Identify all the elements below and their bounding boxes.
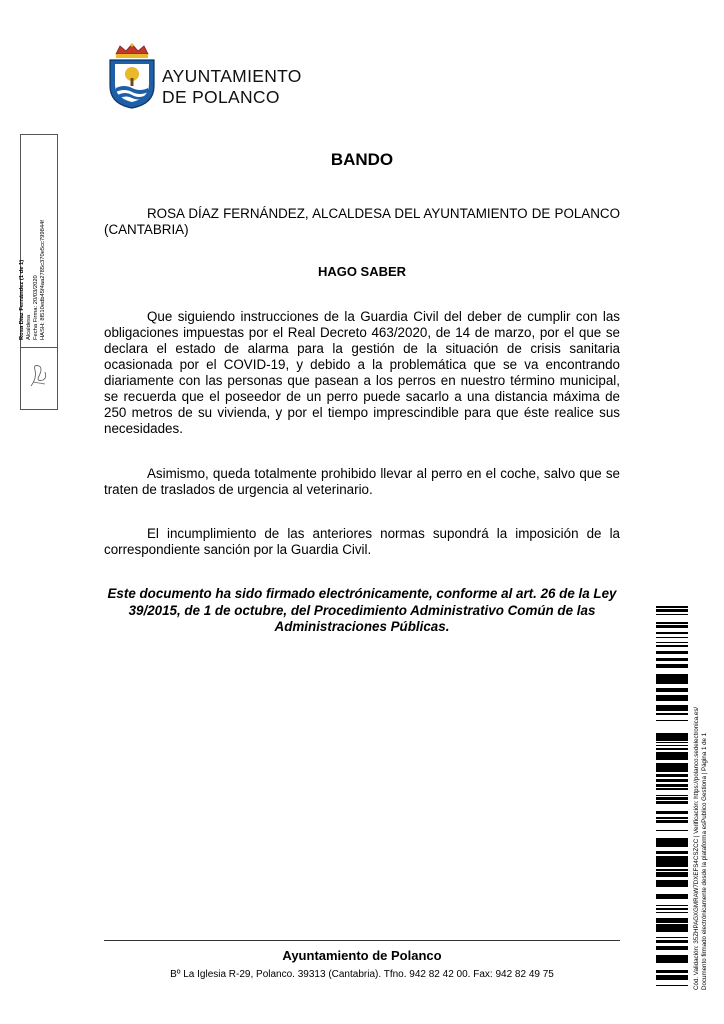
barcode-stripe bbox=[656, 802, 688, 803]
intro-paragraph: ROSA DÍAZ FERNÁNDEZ, ALCALDESA DEL AYUNTAMIENTO DE POLANCO (CANTABRIA) bbox=[104, 206, 620, 237]
barcode-stripe bbox=[656, 817, 688, 819]
barcode-stripe bbox=[656, 863, 688, 864]
verification-line-2: Documento firmado electrónicamente desde la plataforma esPublico Gestiona | Página 1 de 1 bbox=[701, 732, 708, 990]
barcode-stripe bbox=[656, 758, 688, 760]
barcode-stripe bbox=[656, 830, 688, 831]
barcode-stripe bbox=[656, 696, 688, 698]
barcode-stripe bbox=[656, 642, 688, 643]
barcode-stripe bbox=[656, 720, 688, 721]
barcode-stripe bbox=[656, 688, 688, 691]
barcode-stripe bbox=[656, 845, 688, 847]
signer-name: Rosa Díaz Fernández (1 de 1) bbox=[19, 259, 25, 340]
document-title: BANDO bbox=[330, 150, 394, 169]
paragraph-1: Que siguiendo instrucciones de la Guardia Civil del deber de cumplir con las obligaciones impuestas por el Real Decreto 463/2020, de 14 de marzo, por el que se declara el estado de alarma para la gestión de la situación de crisis sanitaria ocasionada por el COVID-19, y debido a la problemática que se va encontrando diariamente con las personas que pasean a los perros en nuestro término municipal, se recuerda que el poseedor de un perro puede sacarlo a una distancia máxima de 250 metros de su vivienda, y por el tiempo imprescindible para que éste realice sus necesidades. bbox=[104, 309, 620, 436]
barcode-stripe bbox=[656, 882, 688, 885]
signature-hash: HASH: 8f510edb45f4aa2785c370e5cc799844f bbox=[40, 220, 46, 340]
barcode-stripe bbox=[656, 738, 688, 741]
org-name-line1: AYUNTAMIENTO bbox=[162, 66, 302, 86]
barcode-stripe bbox=[656, 705, 688, 708]
barcode-stripe bbox=[656, 736, 688, 738]
barcode-stripe bbox=[656, 625, 688, 628]
barcode-stripe bbox=[656, 940, 688, 943]
barcode-stripe bbox=[656, 752, 688, 753]
barcode-stripe bbox=[656, 795, 688, 796]
coat-of-arms-logo bbox=[106, 42, 158, 110]
barcode-stripe bbox=[656, 779, 688, 782]
handwritten-signature-icon bbox=[27, 360, 51, 390]
barcode-stripe bbox=[656, 774, 688, 777]
barcode-stripe bbox=[656, 675, 688, 678]
barcode-stripe bbox=[656, 894, 688, 896]
barcode-stripe bbox=[656, 748, 688, 750]
barcode-stripe bbox=[656, 609, 688, 611]
barcode-stripe bbox=[656, 614, 688, 615]
hago-saber-heading: HAGO SABER bbox=[317, 264, 407, 279]
signature-divider bbox=[21, 347, 57, 348]
barcode-stripe bbox=[656, 905, 688, 906]
organization-name bbox=[162, 66, 302, 108]
barcode-stripe bbox=[656, 924, 688, 927]
barcode-stripe bbox=[656, 708, 688, 710]
verification-barcode bbox=[656, 606, 688, 988]
barcode-stripe bbox=[656, 842, 688, 845]
barcode-stripe bbox=[656, 664, 688, 666]
barcode-stripe bbox=[656, 937, 688, 938]
footer-divider bbox=[104, 940, 620, 941]
barcode-stripe bbox=[656, 678, 688, 681]
barcode-stripe bbox=[656, 872, 688, 875]
barcode-stripe bbox=[656, 606, 688, 608]
barcode-stripe bbox=[656, 695, 688, 696]
barcode-stripe bbox=[656, 700, 688, 701]
barcode-stripe bbox=[656, 912, 688, 913]
barcode-stripe bbox=[656, 745, 688, 746]
barcode-stripe bbox=[656, 622, 688, 624]
barcode-stripe bbox=[656, 896, 688, 899]
barcode-stripe bbox=[656, 755, 688, 758]
barcode-stripe bbox=[656, 691, 688, 692]
barcode-stripe bbox=[656, 801, 688, 802]
barcode-stripe bbox=[656, 674, 688, 675]
barcode-stripe bbox=[656, 851, 688, 852]
paragraph-3: El incumplimiento de las anteriores normas supondrá la imposición de la correspondiente sanción por la Guardia Civil. bbox=[104, 526, 620, 557]
barcode-stripe bbox=[656, 918, 688, 920]
barcode-stripe bbox=[656, 698, 688, 700]
barcode-stripe bbox=[656, 838, 688, 841]
signature-details bbox=[19, 140, 47, 340]
barcode-stripe bbox=[656, 733, 688, 734]
barcode-stripe bbox=[656, 658, 688, 661]
footer-address: Bº La Iglesia R-29, Polanco. 39313 (Cantabria). Tfno. 942 82 42 00. Fax: 942 82 49 75 bbox=[170, 969, 554, 980]
barcode-stripe bbox=[656, 930, 688, 932]
barcode-stripe bbox=[656, 763, 688, 765]
barcode-stripe bbox=[656, 646, 688, 647]
barcode-stripe bbox=[656, 611, 688, 612]
barcode-stripe bbox=[656, 908, 688, 910]
footer-title: Ayuntamiento de Polanco bbox=[282, 948, 442, 963]
barcode-stripe bbox=[656, 637, 688, 638]
paragraph-2: Asimismo, queda totalmente prohibido llevar al perro en el coche, salvo que se traten de traslados de urgencia al veterinario. bbox=[104, 466, 620, 497]
barcode-stripe bbox=[656, 645, 688, 646]
barcode-stripe bbox=[656, 820, 688, 821]
barcode-stripe bbox=[656, 803, 688, 804]
barcode-stripe bbox=[656, 880, 688, 882]
barcode-stripe bbox=[656, 985, 688, 986]
barcode-stripe bbox=[656, 681, 688, 684]
barcode-stripe bbox=[656, 859, 688, 862]
electronic-signature-note: Este documento ha sido firmado electrónicamente, conforme al art. 26 de la Ley 39/2015, de 1 de octubre, del Procedimiento Administrativo Común de las Administraciones Públicas. bbox=[107, 586, 617, 634]
barcode-stripe bbox=[656, 920, 688, 923]
barcode-stripe bbox=[656, 927, 688, 930]
signature-date: Fecha Firma: 20/03/2020 bbox=[33, 275, 39, 340]
barcode-stripe bbox=[656, 768, 688, 770]
barcode-stripe bbox=[656, 852, 688, 854]
barcode-stripe bbox=[656, 765, 688, 768]
barcode-stripe bbox=[656, 742, 688, 743]
barcode-stripe bbox=[656, 734, 688, 736]
barcode-stripe bbox=[656, 784, 688, 787]
barcode-stripe bbox=[656, 856, 688, 859]
barcode-stripe bbox=[656, 841, 688, 842]
barcode-stripe bbox=[656, 713, 688, 715]
barcode-stripe bbox=[656, 666, 688, 668]
org-name-line2: DE POLANCO bbox=[162, 87, 280, 107]
barcode-stripe bbox=[656, 632, 688, 634]
barcode-stripe bbox=[656, 651, 688, 654]
barcode-stripe bbox=[656, 797, 688, 800]
verification-line-1: Cód. Validación: 35ZHPAGXGMRAW7DXEFS4CSZCC | Verificación: https://polanco.sedelectronica.es/ bbox=[693, 706, 700, 990]
barcode-stripe bbox=[656, 862, 688, 863]
barcode-stripe bbox=[656, 821, 688, 823]
barcode-stripe bbox=[656, 788, 688, 790]
barcode-stripe bbox=[656, 753, 688, 755]
barcode-stripe bbox=[656, 710, 688, 711]
barcode-stripe bbox=[656, 864, 688, 867]
barcode-stripe bbox=[656, 869, 688, 871]
barcode-stripe bbox=[656, 811, 688, 814]
barcode-stripe bbox=[656, 770, 688, 772]
signer-role: Alcaldesa bbox=[26, 314, 32, 340]
barcode-stripe bbox=[656, 885, 688, 887]
barcode-stripe bbox=[656, 875, 688, 877]
